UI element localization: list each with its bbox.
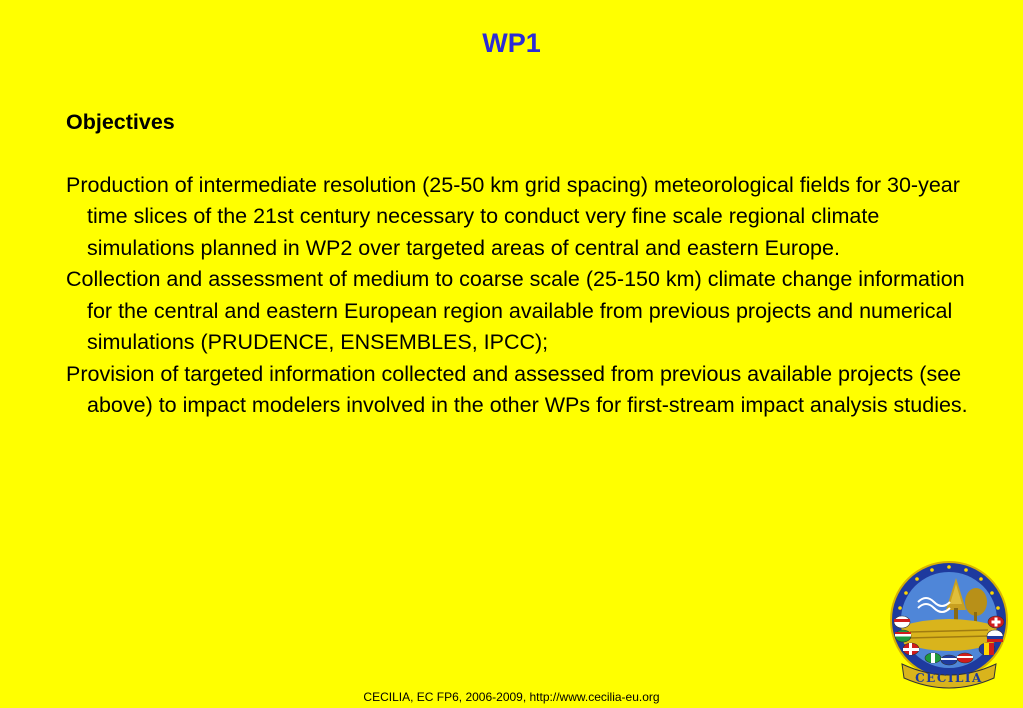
footer-text: CECILIA, EC FP6, 2006-2009, http://www.cecilia-eu.org: [363, 690, 660, 704]
logo-text: CECILIA: [915, 671, 983, 685]
objective-paragraph-1: Production of intermediate resolution (25-50 km grid spacing) meteorological fields for 30-year time slices of the 21st century necessary to conduct very fine scale regional climate simulations planned in WP2 over targeted areas of central and eastern Europe.: [66, 172, 960, 260]
slide-content: [66, 107, 986, 422]
objective-paragraph-3: Provision of targeted information collected and assessed from previous available projects (see above) to impact modelers involved in the other WPs for first-stream impact analysis studies.: [66, 361, 968, 417]
section-heading: Objectives: [66, 110, 175, 134]
cecilia-logo: [888, 560, 1010, 690]
objective-paragraph-2: Collection and assessment of medium to coarse scale (25-150 km) climate change information for the central and eastern European region available from previous projects and numerical simulations (PRUDENCE, ENSEMBLES, IPCC);: [66, 267, 965, 354]
slide-title: WP1: [482, 28, 541, 58]
